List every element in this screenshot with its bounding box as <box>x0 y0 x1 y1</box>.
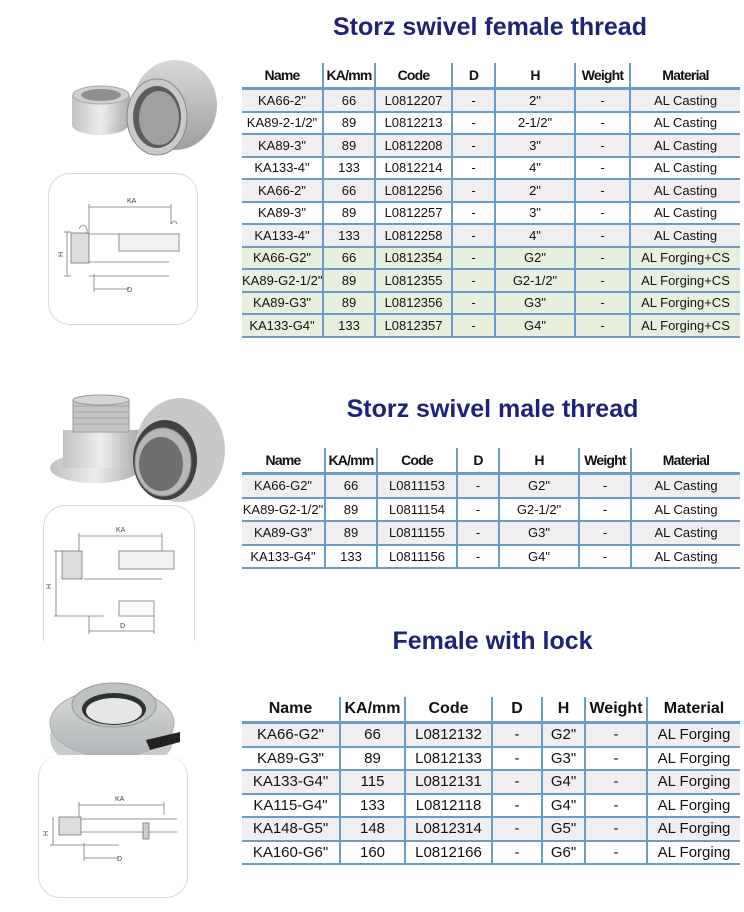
cell-code: L0812355 <box>375 269 452 292</box>
cell-material: AL Casting <box>630 89 740 112</box>
cell-material: AL Forging <box>647 747 740 771</box>
cell-weight: - <box>575 314 630 337</box>
cell-material: AL Casting <box>631 474 740 498</box>
col-header-code: Code <box>377 448 457 474</box>
table-row <box>242 157 740 180</box>
cell-weight: - <box>575 224 630 247</box>
cell-ka: 133 <box>325 545 377 569</box>
cell-code: L0812132 <box>405 723 492 747</box>
cell-weight: - <box>579 545 631 569</box>
dimension-drawing-male-thread <box>44 506 194 641</box>
section-title-female-thread: Storz swivel female thread <box>332 13 647 41</box>
cell-ka: 133 <box>323 224 375 247</box>
cell-d: - <box>457 498 499 522</box>
cell-name: KA160-G6" <box>242 841 340 865</box>
cell-d: - <box>492 770 542 794</box>
cell-weight: - <box>575 157 630 180</box>
cell-ka: 66 <box>323 179 375 202</box>
cell-name: KA133-4" <box>242 224 323 247</box>
cell-h: G4" <box>542 770 585 794</box>
cell-name: KA89-G3" <box>242 747 340 771</box>
cell-h: G2" <box>542 723 585 747</box>
cell-code: L0812207 <box>375 89 452 112</box>
cell-weight: - <box>579 474 631 498</box>
cell-code: L0812133 <box>405 747 492 771</box>
cell-d: - <box>452 89 495 112</box>
col-header-d: D <box>457 448 499 474</box>
cell-ka: 89 <box>325 498 377 522</box>
cell-code: L0811154 <box>377 498 457 522</box>
cell-material: AL Forging <box>647 794 740 818</box>
table-row <box>242 134 740 157</box>
cell-code: L0812357 <box>375 314 452 337</box>
cell-material: AL Forging+CS <box>630 269 740 292</box>
cell-d: - <box>452 247 495 270</box>
table-row <box>242 269 740 292</box>
cell-ka: 66 <box>340 723 405 747</box>
cell-weight: - <box>579 521 631 545</box>
section-title-male-thread: Storz swivel male thread <box>346 395 639 423</box>
cell-weight: - <box>585 770 647 794</box>
cell-h: 2-1/2" <box>495 112 575 135</box>
cell-d: - <box>492 794 542 818</box>
table-row <box>242 841 740 865</box>
table-row <box>242 521 740 545</box>
table-row <box>242 723 740 747</box>
label-ka: KA <box>116 527 126 534</box>
table-row <box>242 747 740 771</box>
cell-d: - <box>452 157 495 180</box>
cell-name: KA89-G2-1/2" <box>242 498 325 522</box>
spec-table-male-thread <box>242 448 740 569</box>
cell-h: G5" <box>542 817 585 841</box>
cell-ka: 89 <box>323 202 375 225</box>
cell-name: KA115-G4" <box>242 794 340 818</box>
table-row <box>242 474 740 498</box>
cell-ka: 66 <box>325 474 377 498</box>
cell-material: AL Casting <box>630 202 740 225</box>
cell-d: - <box>457 474 499 498</box>
cell-code: L0812256 <box>375 179 452 202</box>
col-header-ka: KA/mm <box>325 448 377 474</box>
cell-weight: - <box>579 498 631 522</box>
cell-ka: 133 <box>323 314 375 337</box>
cell-name: KA89-3" <box>242 202 323 225</box>
table-row <box>242 292 740 315</box>
cell-ka: 148 <box>340 817 405 841</box>
col-header-h: H <box>499 448 579 474</box>
cell-name: KA66-2" <box>242 89 323 112</box>
cell-h: G4" <box>495 314 575 337</box>
col-header-weight: Weight <box>585 697 647 723</box>
cell-ka: 133 <box>323 157 375 180</box>
cell-d: - <box>457 521 499 545</box>
cell-material: AL Casting <box>630 157 740 180</box>
cell-ka: 66 <box>323 247 375 270</box>
cell-h: G4" <box>499 545 579 569</box>
cell-material: AL Casting <box>631 521 740 545</box>
cell-h: 2" <box>495 89 575 112</box>
cell-code: L0812214 <box>375 157 452 180</box>
cell-h: G2" <box>495 247 575 270</box>
cell-code: L0811155 <box>377 521 457 545</box>
spec-table-female-with-lock <box>242 697 740 865</box>
col-header-h: H <box>542 697 585 723</box>
cell-weight: - <box>585 794 647 818</box>
cell-h: G3" <box>495 292 575 315</box>
cell-material: AL Forging <box>647 817 740 841</box>
cell-h: 3" <box>495 134 575 157</box>
col-header-material: Material <box>647 697 740 723</box>
cell-material: AL Forging+CS <box>630 314 740 337</box>
cell-ka: 160 <box>340 841 405 865</box>
table-row <box>242 179 740 202</box>
cell-material: AL Forging+CS <box>630 292 740 315</box>
col-header-weight: Weight <box>579 448 631 474</box>
cell-d: - <box>452 112 495 135</box>
cell-weight: - <box>575 269 630 292</box>
table-row <box>242 498 740 522</box>
col-header-d: D <box>452 63 495 89</box>
cell-name: KA89-2-1/2" <box>242 112 323 135</box>
cell-h: G2-1/2" <box>495 269 575 292</box>
table-row <box>242 314 740 337</box>
cell-ka: 115 <box>340 770 405 794</box>
cell-name: KA66-2" <box>242 179 323 202</box>
col-header-name: Name <box>242 697 340 723</box>
col-header-material: Material <box>630 63 740 89</box>
col-header-ka: KA/mm <box>323 63 375 89</box>
cell-name: KA66-G2" <box>242 723 340 747</box>
cell-ka: 133 <box>340 794 405 818</box>
table-header-row <box>242 697 740 723</box>
cell-weight: - <box>575 89 630 112</box>
cell-h: G4" <box>542 794 585 818</box>
cell-code: L0812356 <box>375 292 452 315</box>
cell-name: KA66-G2" <box>242 474 325 498</box>
label-h: H <box>58 251 65 257</box>
table-row <box>242 545 740 569</box>
cell-d: - <box>452 202 495 225</box>
dimension-drawing-female-thread <box>49 174 197 324</box>
col-header-material: Material <box>631 448 740 474</box>
dimension-drawing-card-male-thread <box>43 505 195 641</box>
cell-material: AL Forging <box>647 841 740 865</box>
col-header-name: Name <box>242 448 325 474</box>
section-title-female-with-lock: Female with lock <box>392 627 593 655</box>
cell-code: L0812257 <box>375 202 452 225</box>
cell-d: - <box>452 314 495 337</box>
cell-weight: - <box>575 134 630 157</box>
cell-h: G3" <box>542 747 585 771</box>
cell-ka: 89 <box>340 747 405 771</box>
cell-name: KA66-G2" <box>242 247 323 270</box>
spec-table-female-thread <box>242 63 740 338</box>
cell-weight: - <box>575 112 630 135</box>
table-row <box>242 112 740 135</box>
cell-name: KA89-G3" <box>242 292 323 315</box>
col-header-d: D <box>492 697 542 723</box>
cell-h: 4" <box>495 224 575 247</box>
dimension-drawing-card-female-with-lock <box>38 755 188 898</box>
cell-h: G6" <box>542 841 585 865</box>
cell-code: L0812258 <box>375 224 452 247</box>
table-row <box>242 794 740 818</box>
product-photo-female-thread <box>35 55 220 170</box>
table-row <box>242 770 740 794</box>
cell-weight: - <box>585 747 647 771</box>
cell-name: KA89-3" <box>242 134 323 157</box>
label-ka: KA <box>127 198 137 205</box>
table-header-row <box>242 448 740 474</box>
cell-h: G2-1/2" <box>499 498 579 522</box>
cell-material: AL Casting <box>630 134 740 157</box>
cell-d: - <box>452 224 495 247</box>
table-row <box>242 817 740 841</box>
cell-h: 4" <box>495 157 575 180</box>
cell-d: - <box>492 841 542 865</box>
cell-name: KA133-G4" <box>242 545 325 569</box>
label-d: D <box>127 287 133 294</box>
cell-h: 2" <box>495 179 575 202</box>
label-d: D <box>117 856 123 863</box>
cell-weight: - <box>585 723 647 747</box>
cell-material: AL Casting <box>630 112 740 135</box>
table-row <box>242 202 740 225</box>
cell-code: L0812166 <box>405 841 492 865</box>
cell-weight: - <box>575 202 630 225</box>
cell-name: KA89-G2-1/2" <box>242 269 323 292</box>
col-header-name: Name <box>242 63 323 89</box>
cell-name: KA133-G4" <box>242 770 340 794</box>
col-header-code: Code <box>405 697 492 723</box>
label-ka: KA <box>115 796 125 803</box>
cell-d: - <box>492 723 542 747</box>
cell-d: - <box>492 817 542 841</box>
cell-ka: 89 <box>323 269 375 292</box>
cell-ka: 89 <box>323 134 375 157</box>
cell-h: 3" <box>495 202 575 225</box>
cell-material: AL Casting <box>630 224 740 247</box>
cell-ka: 89 <box>323 112 375 135</box>
cell-code: L0811156 <box>377 545 457 569</box>
cell-d: - <box>452 179 495 202</box>
cell-weight: - <box>575 247 630 270</box>
cell-ka: 89 <box>325 521 377 545</box>
table-row <box>242 89 740 112</box>
cell-ka: 66 <box>323 89 375 112</box>
cell-code: L0812131 <box>405 770 492 794</box>
dimension-drawing-card-female-thread <box>48 173 198 325</box>
cell-d: - <box>492 747 542 771</box>
label-h: H <box>43 830 50 836</box>
col-header-h: H <box>495 63 575 89</box>
cell-material: AL Forging <box>647 723 740 747</box>
cell-code: L0812208 <box>375 134 452 157</box>
cell-name: KA133-4" <box>242 157 323 180</box>
cell-d: - <box>452 292 495 315</box>
cell-d: - <box>452 269 495 292</box>
cell-name: KA133-G4" <box>242 314 323 337</box>
cell-weight: - <box>575 179 630 202</box>
label-h: H <box>46 583 53 589</box>
cell-h: G3" <box>499 521 579 545</box>
col-header-code: Code <box>375 63 452 89</box>
col-header-ka: KA/mm <box>340 697 405 723</box>
label-d: D <box>120 623 126 630</box>
cell-code: L0812213 <box>375 112 452 135</box>
cell-weight: - <box>585 817 647 841</box>
cell-ka: 89 <box>323 292 375 315</box>
dimension-drawing-female-with-lock <box>39 755 187 897</box>
cell-weight: - <box>575 292 630 315</box>
cell-h: G2" <box>499 474 579 498</box>
cell-material: AL Forging <box>647 770 740 794</box>
cell-code: L0812118 <box>405 794 492 818</box>
cell-code: L0811153 <box>377 474 457 498</box>
cell-code: L0812354 <box>375 247 452 270</box>
cell-material: AL Casting <box>631 498 740 522</box>
cell-name: KA89-G3" <box>242 521 325 545</box>
cell-d: - <box>452 134 495 157</box>
table-row <box>242 247 740 270</box>
cell-name: KA148-G5" <box>242 817 340 841</box>
product-photo-male-thread <box>25 390 225 508</box>
cell-material: AL Casting <box>631 545 740 569</box>
col-header-weight: Weight <box>575 63 630 89</box>
cell-code: L0812314 <box>405 817 492 841</box>
table-header-row <box>242 63 740 89</box>
cell-material: AL Forging+CS <box>630 247 740 270</box>
table-row <box>242 224 740 247</box>
cell-weight: - <box>585 841 647 865</box>
cell-material: AL Casting <box>630 179 740 202</box>
cell-d: - <box>457 545 499 569</box>
